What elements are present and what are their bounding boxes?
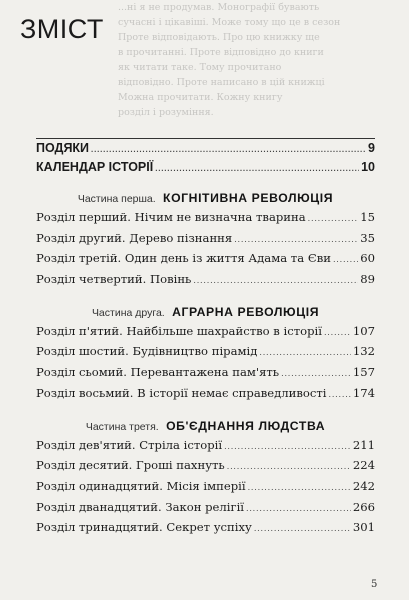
part-heading-3	[36, 418, 375, 435]
toc-entry-page: 10	[361, 160, 375, 174]
toc-entry-title: Розділ третій. Один день із життя Адама та Єви	[36, 251, 331, 266]
toc-entry-page: 60	[360, 251, 375, 266]
toc-entry-page: 242	[352, 478, 375, 493]
toc-entry-chapter[interactable]	[36, 386, 375, 407]
toc-entry-title: Розділ одинадцятий. Місія імперії	[36, 478, 246, 493]
dot-leader	[155, 161, 359, 176]
toc-entry-page: 157	[352, 365, 375, 380]
toc-entry-title: Розділ п'ятий. Найбільше шахрайство в історії	[36, 323, 322, 338]
toc-entry-page: 266	[352, 499, 375, 514]
toc-entry-title: Розділ дванадцятий. Закон релігії	[36, 499, 244, 514]
toc-entry-chapter[interactable]	[36, 251, 375, 272]
dot-leader	[324, 325, 351, 340]
bleed-line: відповідно. Проте написано в цій книжці	[118, 77, 325, 88]
toc-entry-title: Розділ сьомий. Перевантажена пам'ять	[36, 365, 280, 380]
toc-entry-page: 9	[368, 141, 375, 155]
toc-entry-page: 35	[360, 230, 375, 245]
toc-entry-title: Розділ тринадцятий. Секрет успіху	[36, 520, 252, 535]
toc-entry-title: Розділ восьмий. В історії немає справедливості	[36, 385, 327, 400]
toc-entry-page: 174	[352, 385, 375, 400]
toc-entry-page: 211	[352, 437, 375, 452]
dot-leader	[227, 459, 351, 474]
toc-entry-chapter[interactable]	[36, 272, 375, 293]
toc-entry-chapter[interactable]	[36, 324, 375, 345]
bleed-line: як читати таке. Тому прочитано	[118, 62, 282, 73]
dot-leader	[224, 439, 351, 454]
dot-leader	[248, 480, 351, 495]
dot-leader	[91, 142, 366, 157]
bleed-through-text	[118, 0, 409, 120]
part-label: Частина друга.	[91, 306, 165, 319]
dot-leader	[281, 366, 351, 381]
toc-entry-chapter[interactable]	[36, 231, 375, 252]
toc-entry-chapter[interactable]	[36, 520, 375, 541]
bleed-line: Проте відповідають. Про цю книжку ще	[118, 32, 320, 43]
toc-entry-page: 15	[360, 210, 375, 224]
part-label: Частина перша.	[77, 193, 156, 205]
dot-leader	[333, 252, 358, 267]
dot-leader	[193, 273, 358, 288]
toc-entry-title: Розділ дев'ятий. Стріла історії	[36, 437, 223, 452]
bleed-line: розділ і розуміння.	[118, 107, 214, 118]
dot-leader	[254, 521, 351, 536]
toc-entry-chapter[interactable]	[36, 365, 375, 386]
part-title: КОГНІТИВНА РЕВОЛЮЦІЯ	[163, 191, 334, 205]
dot-leader	[259, 345, 351, 360]
toc-entry-title: ПОДЯКИ	[36, 141, 90, 155]
toc-entry-page: 301	[352, 520, 375, 535]
toc-entry-calendar[interactable]	[36, 160, 375, 179]
bleed-line: сучасні і цікавіші. Може тому що це в сезон	[118, 17, 341, 28]
front-matter	[36, 138, 375, 179]
page-title: ЗМІСТ	[20, 14, 104, 44]
dot-leader	[234, 232, 358, 247]
dot-leader	[246, 501, 351, 516]
page-number: 5	[371, 579, 378, 590]
toc-entry-chapter[interactable]	[36, 210, 375, 231]
part-title: ОБ'ЄДНАННЯ ЛЮДСТВА	[166, 418, 326, 433]
toc-entry-title: Розділ перший. Нічим не визначна тварина	[36, 210, 306, 224]
toc-entry-page: 89	[360, 272, 375, 287]
toc-entry-title: Розділ другий. Дерево пізнання	[36, 230, 233, 245]
part-title: АГРАРНА РЕВОЛЮЦІЯ	[172, 304, 320, 319]
toc-entry-page: 107	[352, 323, 375, 338]
toc-entry-title: Розділ четвертий. Повінь	[36, 272, 192, 287]
bleed-line: в прочитанні. Проте відповідно до книги	[118, 47, 324, 58]
toc-entry-chapter[interactable]	[36, 479, 375, 500]
toc-entry-chapter[interactable]	[36, 500, 375, 521]
toc-entry-chapter[interactable]	[36, 458, 375, 479]
part-heading-1	[36, 190, 375, 207]
bleed-line: ...ні я не продумав. Монографії бувають	[118, 2, 320, 13]
part-label: Частина третя.	[85, 420, 159, 433]
toc-entry-title: Розділ десятий. Гроші пахнуть	[36, 458, 225, 473]
toc-entry-chapter[interactable]	[36, 344, 375, 365]
toc-entry-acknowledgements[interactable]	[36, 141, 375, 160]
toc-entry-title: КАЛЕНДАР ІСТОРІЇ	[36, 160, 154, 174]
dot-leader	[328, 387, 350, 402]
toc-entry-title: Розділ шостий. Будівництво пірамід	[36, 344, 258, 359]
table-of-contents	[36, 138, 375, 541]
bleed-line: Можна прочитати. Кожну книгу	[118, 92, 283, 103]
toc-entry-page: 132	[352, 344, 375, 359]
part-heading-2	[36, 304, 375, 321]
toc-entry-chapter[interactable]	[36, 438, 375, 459]
toc-entry-page: 224	[352, 458, 375, 473]
dot-leader	[308, 211, 359, 226]
